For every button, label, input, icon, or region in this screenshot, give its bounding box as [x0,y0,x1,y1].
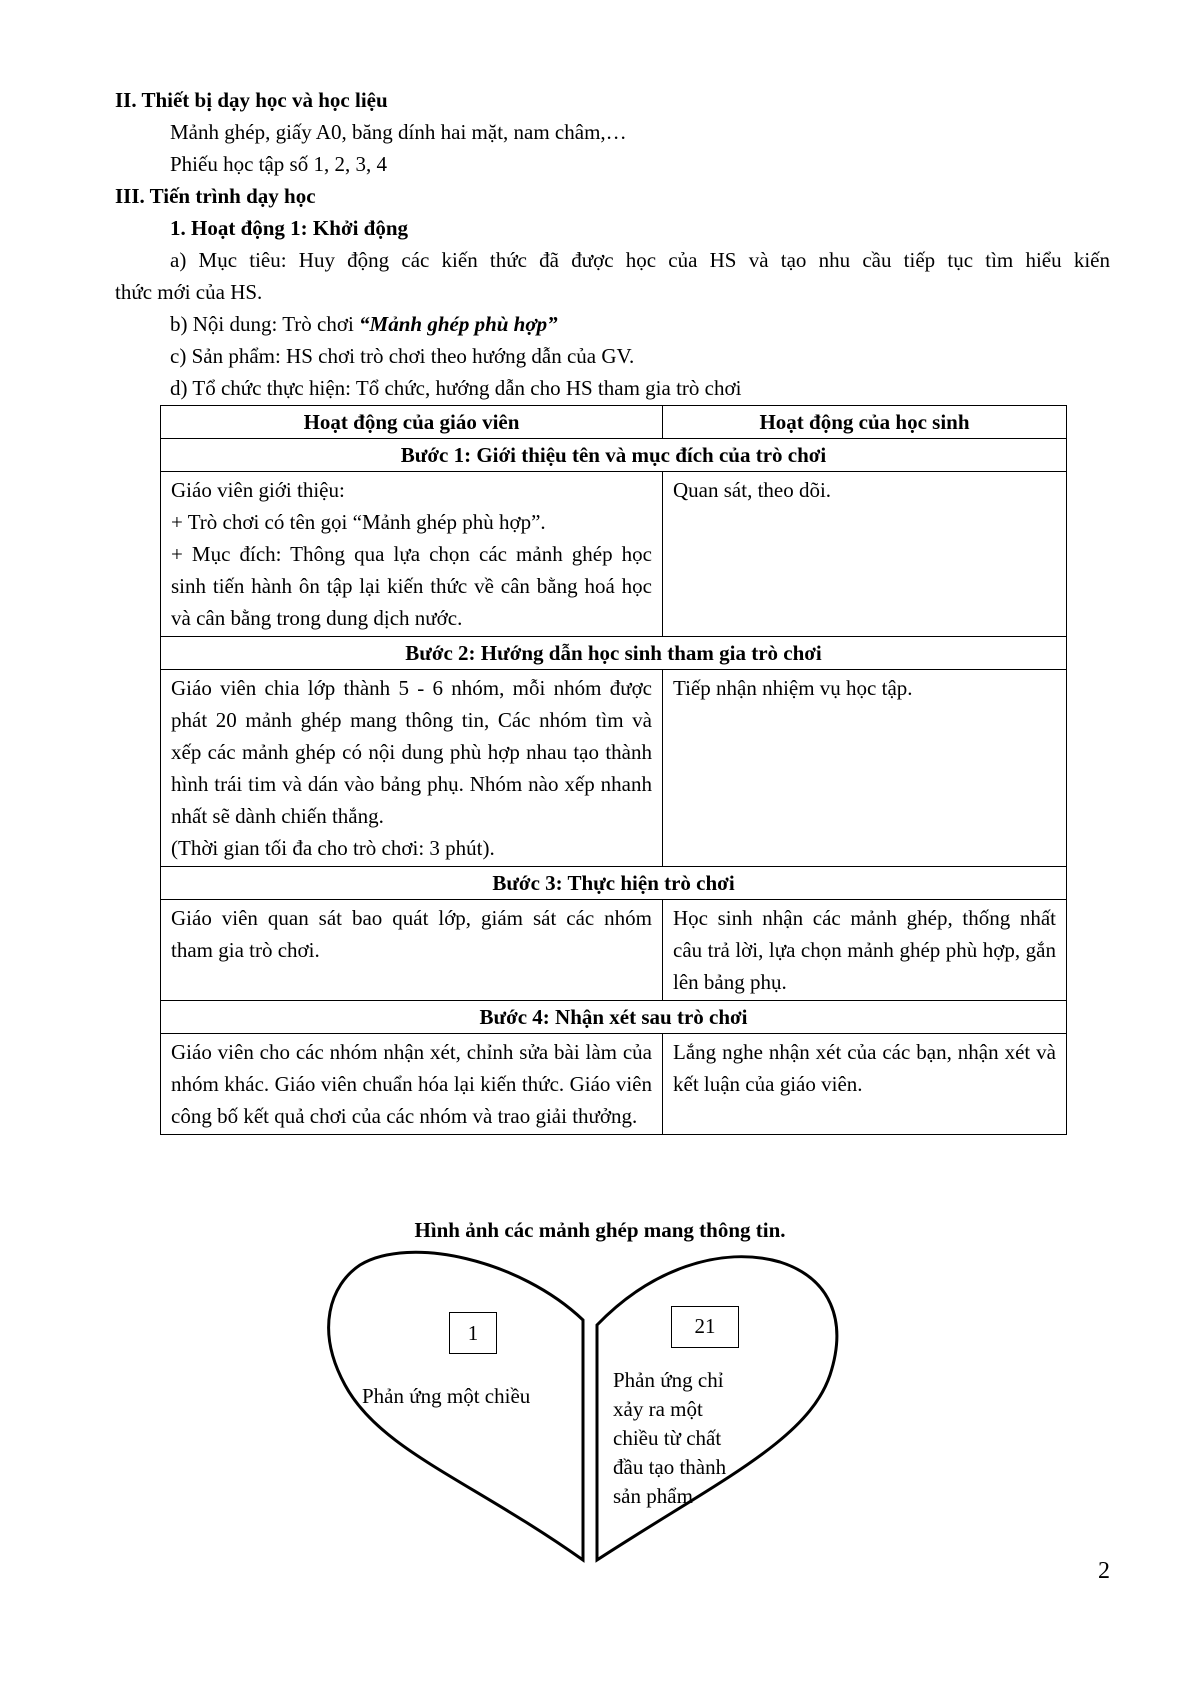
objective-line-1: a) Mục tiêu: Huy động các kiến thức đã được học của HS và tạo nhu cầu tiếp tục tìm hiểu kiến [170,248,1110,272]
activity-heading: 1. Hoạt động 1: Khởi động [170,216,409,240]
figure-caption: Hình ảnh các mảnh ghép mang thông tin. [414,1218,786,1242]
right-piece-text [613,1366,726,1511]
step-2-title: Bước 2: Hướng dẫn học sinh tham gia trò chơi [161,637,1067,670]
step-3-student: Học sinh nhận các mảnh ghép, thống nhất câu trả lời, lựa chọn mảnh ghép phù hợp, gắn lên bảng phụ. [663,900,1067,1001]
step-1-teacher-line: + Trò chơi có tên gọi “Mảnh ghép phù hợp”. [171,510,546,534]
content-prefix: b) Nội dung: Trò chơi [170,312,360,336]
step-1-title: Bước 1: Giới thiệu tên và mục đích của trò chơi [161,439,1067,472]
organization-line: d) Tổ chức thực hiện: Tổ chức, hướng dẫn cho HS tham gia trò chơi [170,376,742,400]
step-3-title: Bước 3: Thực hiện trò chơi [161,867,1067,900]
right-piece-line: đầu tạo thành [613,1455,727,1479]
objective-line-2: thức mới của HS. [115,280,263,304]
section-heading-equipment: II. Thiết bị dạy học và học liệu [115,88,388,112]
equipment-line-2: Phiếu học tập số 1, 2, 3, 4 [170,152,387,176]
left-piece-number: 1 [449,1312,497,1354]
step-4-teacher-line: Giáo viên cho các nhóm nhận xét, chỉnh sửa bài làm của nhóm khác. Giáo viên chuẩn hóa lại kiến thức. Giáo viên công bố kết quả chơi của các nhóm và trao giải thưởng. [171,1040,652,1128]
step-1-teacher-line: + Mục đích: Thông qua lựa chọn các mảnh ghép học sinh tiến hành ôn tập lại kiến thức về cân bằng hoá học và cân bằng trong dung dịch nước. [171,542,652,630]
step-4-student: Lắng nghe nhận xét của các bạn, nhận xét và kết luận của giáo viên. [663,1034,1067,1135]
page-number: 2 [1098,1558,1110,1584]
step-2-teacher-line: (Thời gian tối đa cho trò chơi: 3 phút). [171,836,495,860]
product-line: c) Sản phẩm: HS chơi trò chơi theo hướng dẫn của GV. [170,344,635,368]
header-teacher: Hoạt động của giáo viên [161,406,663,439]
equipment-line-1: Mảnh ghép, giấy A0, băng dính hai mặt, nam châm,… [170,120,627,144]
step-3-teacher-line: Giáo viên quan sát bao quát lớp, giám sát các nhóm tham gia trò chơi. [171,906,652,962]
header-student: Hoạt động của học sinh [663,406,1067,439]
game-name: “Mảnh ghép phù hợp” [359,312,558,336]
right-piece-line: xảy ra một [613,1397,703,1421]
left-piece-text: Phản ứng một chiều [362,1384,531,1408]
right-piece-line: sản phẩm [613,1484,693,1508]
right-piece-line: Phản ứng chỉ [613,1368,724,1392]
right-piece-line: chiều từ chất [613,1426,722,1450]
step-4-title: Bước 4: Nhận xét sau trò chơi [161,1001,1067,1034]
section-heading-process: III. Tiến trình dạy học [115,184,316,208]
right-piece-number: 21 [671,1306,739,1348]
step-2-teacher-line: Giáo viên chia lớp thành 5 - 6 nhóm, mỗi nhóm được phát 20 mảnh ghép mang thông tin, Các nhóm tìm và xếp các mảnh ghép có nội dung phù hợp nhau tạo thành hình trái tim và dán vào bảng phụ. Nhóm nào xếp nhanh nhất sẽ dành chiến thắng. [171,676,652,828]
step-2-student: Tiếp nhận nhiệm vụ học tập. [663,670,1067,867]
step-1-teacher-line: Giáo viên giới thiệu: [171,478,345,502]
step-1-student: Quan sát, theo dõi. [663,472,1067,637]
